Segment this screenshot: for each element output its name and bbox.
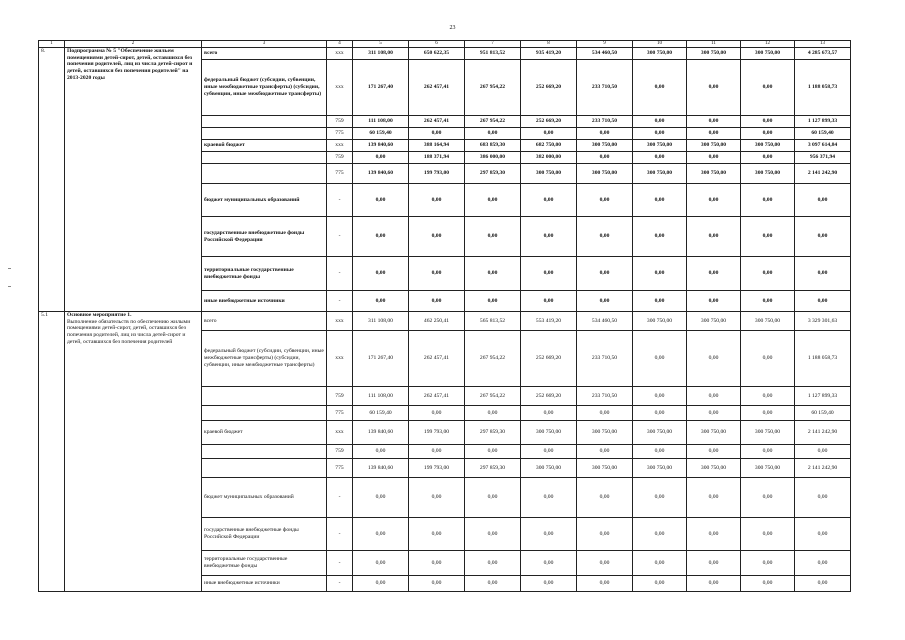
year-value: 300 750,00 [521,459,577,478]
year-value: 0,00 [465,406,521,421]
year-value: 300 750,00 [633,140,687,152]
total-value: 0,00 [795,478,851,518]
table-row [39,48,851,60]
column-number: 13 [795,41,851,48]
funding-source [202,116,327,128]
year-value: 0,00 [687,116,741,128]
year-value: 0,00 [741,217,795,257]
total-value: 2 141 242,90 [795,164,851,184]
year-value: 0,00 [741,478,795,518]
year-value: 0,00 [687,128,741,140]
column-number: 2 [65,41,202,48]
year-value: 0,00 [353,576,409,592]
budget-code: 775 [327,459,353,478]
year-value: 0,00 [353,478,409,518]
year-value: 297 859,30 [465,459,521,478]
year-value: 0,00 [577,152,633,164]
year-value: 0,00 [741,445,795,459]
funding-source: иные внебюджетные источники [202,291,327,312]
year-value: 300 750,00 [687,421,741,445]
year-value: 139 840,60 [353,164,409,184]
year-value: 0,00 [521,445,577,459]
year-value: 0,00 [633,152,687,164]
year-value: 565 813,52 [465,312,521,331]
year-value: 300 750,00 [741,140,795,152]
year-value: 0,00 [741,576,795,592]
year-value: 0,00 [521,478,577,518]
year-value: 0,00 [521,518,577,551]
total-value: 1 127 899,33 [795,387,851,406]
year-value: 233 710,50 [577,116,633,128]
funding-source: всего [202,48,327,60]
year-value: 0,00 [409,518,465,551]
funding-source: государственные внебюджетные фонды Российской Федерации [202,518,327,551]
year-value: 300 750,00 [577,459,633,478]
year-value: 171 267,40 [353,60,409,116]
activity-number: 5.1 [39,312,65,592]
program-number: 8. [39,48,65,312]
total-value: 0,00 [795,217,851,257]
year-value: 0,00 [521,291,577,312]
year-value: 682 750,00 [521,140,577,152]
year-value: 0,00 [633,478,687,518]
year-value: 0,00 [521,257,577,291]
program-title-text: Подпрограмма № 5 "Обеспечение жильем помещениями детей-сирот, детей, оставшихся без попечения родителей, лиц из числа детей-сирот и детей, оставшихся без попечения родителей" на 2013-2020 годы [67,48,193,81]
column-number: 11 [687,41,741,48]
funding-source [202,152,327,164]
program-title-text: Выполнение обязательств по обеспечению жилыми помещениями детей-сирот, детей, оставшихся без попечения родителей, лиц из числа детей-сирот и детей, оставшихся без попечения родителей [67,318,191,345]
year-value: 300 750,00 [577,140,633,152]
budget-code: - [327,551,353,576]
year-value: 0,00 [409,217,465,257]
budget-code: 775 [327,164,353,184]
year-value: 0,00 [633,576,687,592]
total-value: 3 329 301,63 [795,312,851,331]
funding-source: территориальные государственные внебюджетные фонды [202,257,327,291]
year-value: 0,00 [741,116,795,128]
budget-code: - [327,478,353,518]
funding-source: федеральный бюджет (субсидии, субвенции, иные межбюджетные трансферты) (субсидии, субвенции, иные межбюджетные трансферты) [202,331,327,387]
total-value: 0,00 [795,576,851,592]
total-value: 956 371,94 [795,152,851,164]
year-value: 0,00 [687,478,741,518]
budget-code: 775 [327,128,353,140]
year-value: 0,00 [687,387,741,406]
year-value: 0,00 [687,257,741,291]
year-value: 0,00 [353,445,409,459]
year-value: 0,00 [577,478,633,518]
table-row [39,312,851,331]
year-value: 0,00 [633,257,687,291]
year-value: 0,00 [633,217,687,257]
budget-code: - [327,518,353,551]
year-value: 0,00 [741,406,795,421]
year-value: 0,00 [577,551,633,576]
year-value: 199 793,00 [409,421,465,445]
year-value: 111 108,00 [353,387,409,406]
funding-source [202,128,327,140]
year-value: 300 750,00 [577,421,633,445]
program-title [65,48,202,312]
year-value: 0,00 [409,478,465,518]
budget-code: - [327,184,353,217]
year-value: 0,00 [687,518,741,551]
budget-code: - [327,217,353,257]
total-value: 60 159,40 [795,406,851,421]
year-value: 262 457,41 [409,387,465,406]
year-value: 0,00 [409,576,465,592]
margin-mark [8,268,11,269]
year-value: 300 750,00 [633,164,687,184]
year-value: 0,00 [687,60,741,116]
year-value: 0,00 [577,576,633,592]
year-value: 300 750,00 [741,312,795,331]
year-value: 171 267,40 [353,331,409,387]
budget-table [38,40,851,592]
total-value: 0,00 [795,518,851,551]
year-value: 462 250,41 [409,312,465,331]
year-value: 300 750,00 [687,48,741,60]
year-value: 252 669,20 [521,387,577,406]
year-value: 233 710,50 [577,60,633,116]
year-value: 0,00 [353,291,409,312]
year-value: 297 859,30 [465,164,521,184]
total-value: 1 127 899,33 [795,116,851,128]
year-value: 534 460,50 [577,48,633,60]
year-value: 534 460,50 [577,312,633,331]
year-value: 0,00 [687,331,741,387]
funding-source: иные внебюджетные источники [202,576,327,592]
funding-source: краевой бюджет [202,421,327,445]
total-value: 2 141 242,90 [795,459,851,478]
year-value: 0,00 [633,291,687,312]
year-value: 0,00 [577,128,633,140]
year-value: 650 622,35 [409,48,465,60]
year-value: 139 840,60 [353,421,409,445]
year-value: 0,00 [741,291,795,312]
funding-source: бюджет муниципальных образований [202,184,327,217]
funding-source: территориальные государственные внебюджетные фонды [202,551,327,576]
year-value: 0,00 [465,257,521,291]
funding-source [202,459,327,478]
year-value: 0,00 [741,128,795,140]
year-value: 0,00 [741,184,795,217]
year-value: 0,00 [577,406,633,421]
year-value: 0,00 [409,128,465,140]
year-value: 0,00 [687,445,741,459]
budget-code: xxx [327,140,353,152]
year-value: 311 108,00 [353,48,409,60]
year-value: 0,00 [521,217,577,257]
year-value: 0,00 [353,551,409,576]
year-value: 252 669,20 [521,116,577,128]
funding-source: краевой бюджет [202,140,327,152]
year-value: 0,00 [687,551,741,576]
budget-code: 759 [327,116,353,128]
budget-code: 759 [327,152,353,164]
year-value: 252 669,20 [521,331,577,387]
year-value: 300 750,00 [633,459,687,478]
budget-code: xxx [327,48,353,60]
year-value: 300 750,00 [741,459,795,478]
year-value: 0,00 [577,518,633,551]
year-value: 0,00 [409,445,465,459]
budget-code: xxx [327,331,353,387]
year-value: 300 750,00 [521,164,577,184]
year-value: 300 750,00 [741,421,795,445]
column-number: 6 [409,41,465,48]
year-value: 233 710,50 [577,387,633,406]
year-value: 0,00 [409,257,465,291]
year-value: 0,00 [577,291,633,312]
year-value: 0,00 [687,152,741,164]
year-value: 0,00 [741,331,795,387]
column-number: 12 [741,41,795,48]
year-value: 300 750,00 [687,140,741,152]
year-value: 300 750,00 [741,48,795,60]
year-value: 0,00 [687,217,741,257]
funding-source: федеральный бюджет (субсидии, субвенции, иные межбюджетные трансферты) (субсидии, субвенции, иные межбюджетные трансферты) [202,60,327,116]
column-number: 1 [39,41,65,48]
year-value: 300 750,00 [687,459,741,478]
year-value: 0,00 [465,291,521,312]
year-value: 935 419,20 [521,48,577,60]
year-value: 0,00 [353,257,409,291]
year-value: 60 159,40 [353,406,409,421]
funding-source [202,406,327,421]
budget-code: xxx [327,421,353,445]
column-number: 10 [633,41,687,48]
year-value: 139 840,60 [353,140,409,152]
year-value: 0,00 [577,445,633,459]
year-value: 0,00 [465,518,521,551]
year-value: 0,00 [409,184,465,217]
year-value: 300 750,00 [741,164,795,184]
year-value: 0,00 [633,406,687,421]
year-value: 951 813,52 [465,48,521,60]
year-value: 262 457,41 [409,60,465,116]
year-value: 0,00 [521,576,577,592]
year-value: 0,00 [521,406,577,421]
year-value: 0,00 [741,518,795,551]
year-value: 0,00 [741,551,795,576]
year-value: 139 840,60 [353,459,409,478]
year-value: 60 159,40 [353,128,409,140]
year-value: 0,00 [353,184,409,217]
year-value: 0,00 [409,406,465,421]
year-value: 199 793,00 [409,459,465,478]
program-title-heading: Основное мероприятие 1. [67,312,132,318]
year-value: 311 108,00 [353,312,409,331]
year-value: 300 750,00 [577,164,633,184]
year-value: 188 371,94 [409,152,465,164]
funding-source: бюджет муниципальных образований [202,478,327,518]
page-number: 23 [449,25,456,31]
year-value: 0,00 [741,152,795,164]
year-value: 267 954,22 [465,60,521,116]
year-value: 0,00 [465,184,521,217]
year-value: 267 954,22 [465,387,521,406]
year-value: 0,00 [687,576,741,592]
column-number: 8 [521,41,577,48]
column-number: 3 [202,41,327,48]
budget-code: 759 [327,445,353,459]
column-number: 9 [577,41,633,48]
year-value: 0,00 [687,291,741,312]
margin-mark [8,286,11,287]
year-value: 0,00 [633,60,687,116]
year-value: 300 750,00 [633,48,687,60]
funding-source [202,445,327,459]
year-value: 0,00 [409,291,465,312]
year-value: 0,00 [687,184,741,217]
column-number: 5 [353,41,409,48]
year-value: 300 750,00 [687,164,741,184]
total-value: 3 097 614,84 [795,140,851,152]
budget-code: - [327,291,353,312]
total-value: 0,00 [795,291,851,312]
year-value: 267 954,22 [465,331,521,387]
year-value: 683 859,30 [465,140,521,152]
year-value: 0,00 [687,406,741,421]
total-value: 1 188 058,73 [795,331,851,387]
year-value: 300 750,00 [521,421,577,445]
year-value: 382 000,00 [521,152,577,164]
budget-code: 759 [327,387,353,406]
column-number: 7 [465,41,521,48]
year-value: 386 000,00 [465,152,521,164]
year-value: 0,00 [465,445,521,459]
total-value: 2 141 242,90 [795,421,851,445]
funding-source: всего [202,312,327,331]
year-value: 262 457,41 [409,116,465,128]
funding-source: государственные внебюджетные фонды Российской Федерации [202,217,327,257]
column-number: 4 [327,41,353,48]
total-value: 60 159,40 [795,128,851,140]
year-value: 300 750,00 [633,312,687,331]
year-value: 0,00 [633,518,687,551]
year-value: 267 954,22 [465,116,521,128]
year-value: 0,00 [353,152,409,164]
year-value: 388 164,94 [409,140,465,152]
total-value: 0,00 [795,257,851,291]
year-value: 0,00 [409,551,465,576]
budget-code: 775 [327,406,353,421]
year-value: 0,00 [633,184,687,217]
year-value: 0,00 [521,551,577,576]
year-value: 0,00 [465,217,521,257]
year-value: 297 859,30 [465,421,521,445]
budget-code: xxx [327,312,353,331]
year-value: 0,00 [577,217,633,257]
total-value: 0,00 [795,184,851,217]
year-value: 300 750,00 [633,421,687,445]
budget-code: xxx [327,60,353,116]
year-value: 553 419,20 [521,312,577,331]
total-value: 0,00 [795,551,851,576]
year-value: 0,00 [465,576,521,592]
column-number-row [39,41,851,48]
year-value: 0,00 [633,551,687,576]
year-value: 0,00 [465,128,521,140]
year-value: 0,00 [741,387,795,406]
year-value: 0,00 [633,128,687,140]
total-value: 4 285 673,57 [795,48,851,60]
year-value: 0,00 [741,257,795,291]
year-value: 0,00 [465,551,521,576]
funding-source [202,387,327,406]
year-value: 0,00 [465,478,521,518]
year-value: 111 108,00 [353,116,409,128]
year-value: 0,00 [353,518,409,551]
year-value: 262 457,41 [409,331,465,387]
program-title [65,312,202,592]
year-value: 199 793,00 [409,164,465,184]
budget-code: - [327,576,353,592]
year-value: 0,00 [353,217,409,257]
year-value: 300 750,00 [687,312,741,331]
year-value: 233 710,50 [577,331,633,387]
year-value: 0,00 [577,257,633,291]
total-value: 1 188 058,73 [795,60,851,116]
year-value: 0,00 [633,331,687,387]
year-value: 252 669,20 [521,60,577,116]
year-value: 0,00 [633,445,687,459]
total-value: 0,00 [795,445,851,459]
year-value: 0,00 [633,116,687,128]
funding-source [202,164,327,184]
budget-code: - [327,257,353,291]
year-value: 0,00 [741,60,795,116]
year-value: 0,00 [521,184,577,217]
year-value: 0,00 [577,184,633,217]
year-value: 0,00 [521,128,577,140]
year-value: 0,00 [633,387,687,406]
